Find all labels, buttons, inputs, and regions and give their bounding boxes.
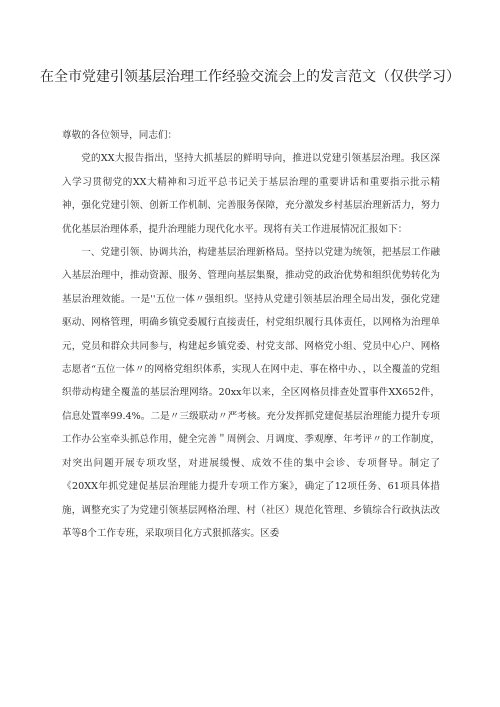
paragraph: 一、党建引领、协调共治，构建基层治理新格局。坚持以党建为统领，把基层工作融入基层治理中，推动资源、服务、管理向基层集聚，推动党的政治优势和组织优势转化为基层治理效能。一是''五位一体〃强组织。坚持从党建引领基层治理全局出发，强化党建驱动、网格管理，明确乡镇党委履行直接责任，村党组织履行具体责任，以网格为治理单元，党员和群众共同参与，构建起乡镇党委、村党支部、网格党小组、党员中心户、网格志愿者“五位一体〃的网格党组织体系，实现人在网中走、事在格中办、，以全覆盖的党组织带动构建全覆盖的基层治理网络。20xx年以来，全区网格员排查处置事件XX652件，信息处置率99.4%。二是〃三级联动〃严考核。充分发挥抓党建促基层治理能力提升专项工作办公室牵头抓总作用，健全完善＂周例会、月调度、季观摩、年考评〃的工作制度，对突出问题开展专项攻坚，对进展缓慢、成效不佳的集中会诊、专项督导。制定了《20XX年抓党建促基层治理能力提升专项工作方案》，确定了12项任务、61项具体措施，调整充实了为党建引领基层网格治理、村（社区）规范化管理、乡镇综合行政执法改革等8个工作专班，采取项目化方式狠抓落实。区委	[62, 247, 440, 539]
paragraph: 党的XX大报告指出，坚持大抓基层的鲜明导向，推进以党建引领基层治理。我区深入学习贯彻党的XX大精神和习近平总书记关于基层治理的重要讲话和重要指示批示精神，强化党建引领、创新工作机制、完善服务保障，充分激发乡村基层治理新活力，努力优化基层治理体系，提升治理能力现代化水平。现将有关工作进展情况汇报如下：	[62, 153, 440, 235]
document-title: 在全市党建引领基层治理工作经验交流会上的发言范文（仅供学习）	[40, 69, 460, 85]
salutation: 尊敬的各位领导，同志们：	[62, 130, 178, 141]
document-body	[62, 124, 440, 545]
